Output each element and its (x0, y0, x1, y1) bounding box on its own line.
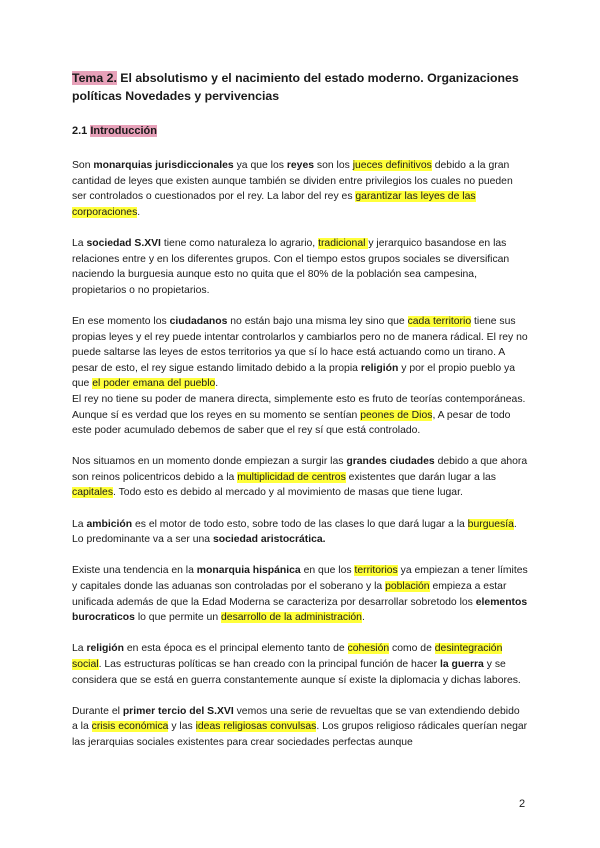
text: . Los grupos religioso rádicales querían negar las jerarquias sociales existentes para crear sociedades perfectas aunque (72, 721, 528, 748)
bold-term: primer tercio del S.XVI (122, 705, 234, 717)
topic-tag: Tema 2. (72, 71, 117, 85)
text: debido a que ahora son reinos policentricos debido a la (72, 456, 528, 483)
text: y por el propio pueblo ya que (72, 362, 516, 390)
text: Existe una tendencia en la (72, 565, 197, 577)
bold-term: la guerra (439, 659, 484, 670)
text: y las (168, 721, 196, 733)
text: no están bajo una misma ley sino que (227, 315, 408, 327)
bold-term: ambición (86, 518, 133, 530)
text: La (72, 237, 87, 249)
paragraph-5 (72, 517, 528, 548)
highlight: burguesía (467, 518, 514, 530)
bold-term: ciudadanos (169, 315, 228, 327)
text: y se considera que se está en guerra constantemente aunque sí existe la diplomacia y dichas labores. (72, 659, 521, 686)
paragraph-6 (72, 563, 528, 625)
text: , A pesar de todo este poder acumulado debemos de saber que el rey sí que está controlado. (72, 409, 511, 437)
highlight: territorios (354, 565, 398, 577)
section-number: 2.1 (72, 125, 91, 137)
text: Son (72, 160, 94, 171)
highlight: desintegración social (72, 643, 503, 670)
text: . Lo predominante va a ser una (72, 518, 517, 546)
highlight: cada territorio (407, 315, 472, 327)
text: . Todo esto es debido al mercado y al movimiento de masas que tiene lugar. (113, 487, 463, 499)
text: lo que permite un (134, 612, 222, 624)
section-label: Introducción (90, 125, 157, 137)
highlight: crisis económica (91, 721, 169, 733)
text: empieza a estar unificada además de que la Edad Moderna se caracteriza por desarrollar sobretodo los (72, 581, 507, 608)
text: tiene sus propias leyes y el rey puede intentar controlarlos y cambiarlos pero no de manera rádical. El rey no puede saltarse las leyes de estos territorios ya que sí lo hace está actuando como un tirano. A pesar de esto, el rey sigue estando limitado debido a la propia (72, 315, 528, 374)
bold-term: reyes (286, 160, 315, 171)
highlight: garantizar las leyes de las corporaciones (72, 191, 476, 218)
text: existentes que darán lugar a las (345, 471, 496, 483)
text: En ese momento los (72, 315, 170, 327)
highlight: desarrollo de la administración (221, 612, 362, 624)
highlight: jueces definitivos (352, 160, 432, 171)
text: La (72, 643, 87, 655)
text: La (72, 518, 87, 530)
bold-term: grandes ciudades (346, 456, 435, 468)
text: . (361, 612, 365, 624)
text: . (215, 378, 219, 390)
document-page (72, 70, 528, 766)
text: El rey no tiene su poder de manera directa, simplemente esto es fruto de teorías contemporáneas. Aunque sí es verdad que los reyes en su momento se sentían (72, 393, 526, 421)
highlight: capitales (72, 487, 114, 499)
text: como de (389, 643, 435, 655)
document-title (72, 70, 528, 105)
bold-term: sociedad S.XVI (86, 237, 161, 249)
highlight: población (385, 581, 430, 593)
text: ya que los (233, 160, 287, 171)
text: en esta época es el principal elemento tanto de (123, 643, 348, 655)
bold-term: sociedad aristocrática. (212, 534, 326, 546)
bold-term: monarquia hispánica (196, 565, 301, 577)
text: vemos una serie de revueltas que se van extendiendo debido a la (72, 705, 520, 733)
text: debido a la gran cantidad de leyes que existen aunque también se dividen entre privilegios los cuales no pueden ser controlados o cuestionados por el rey. La labor del rey es (72, 160, 513, 203)
highlight: tradicional (318, 237, 369, 249)
page-number: 2 (519, 798, 526, 810)
text: ya empiezan a tener límites y capitales donde las aduanas son controladas por el soberano y la (72, 565, 528, 593)
bold-term: religión (360, 362, 399, 374)
text: y jerarquico basandose en las relaciones entre y en los diferentes grupos. Con el tiempo estos grupos sociales se diversifican naciendo la burguesia aunque esto no quita que el 80% de la población sea campesina, propietarios o no propietarios. (72, 237, 510, 296)
highlight: ideas religiosas convulsas (195, 721, 317, 733)
bold-term: religión (86, 643, 124, 655)
highlight: cohesión (347, 643, 390, 655)
paragraph-1 (72, 158, 528, 220)
text: es el motor de todo esto, sobre todo de las clases lo que dará lugar a la (132, 518, 468, 530)
paragraph-7 (72, 641, 528, 688)
text: son los (314, 160, 353, 171)
text: . (137, 206, 141, 218)
highlight: peones de Dios (360, 409, 433, 421)
paragraph-3 (72, 314, 528, 439)
title-text: El absolutismo y el nacimiento del estado moderno. Organizaciones políticas Novedades y pervivencias (72, 71, 519, 103)
highlight: el poder emana del pueblo (92, 378, 216, 390)
text: Durante el (72, 705, 123, 717)
section-heading (72, 124, 528, 138)
highlight: multiplicidad de centros (237, 471, 346, 483)
text: . Las estructuras políticas se han creado con la principal función de hacer (98, 659, 440, 670)
paragraph-4 (72, 454, 528, 501)
text: en que los (300, 565, 355, 577)
text: Nos situamos en un momento donde empiezan a surgir las (72, 456, 347, 468)
paragraph-8 (72, 704, 528, 751)
text: tiene como naturaleza lo agrario, (160, 237, 319, 249)
paragraph-2 (72, 236, 528, 298)
bold-term: elementos burocraticos (72, 596, 528, 624)
bold-term: monarquias jurisdiccionales (93, 160, 234, 171)
